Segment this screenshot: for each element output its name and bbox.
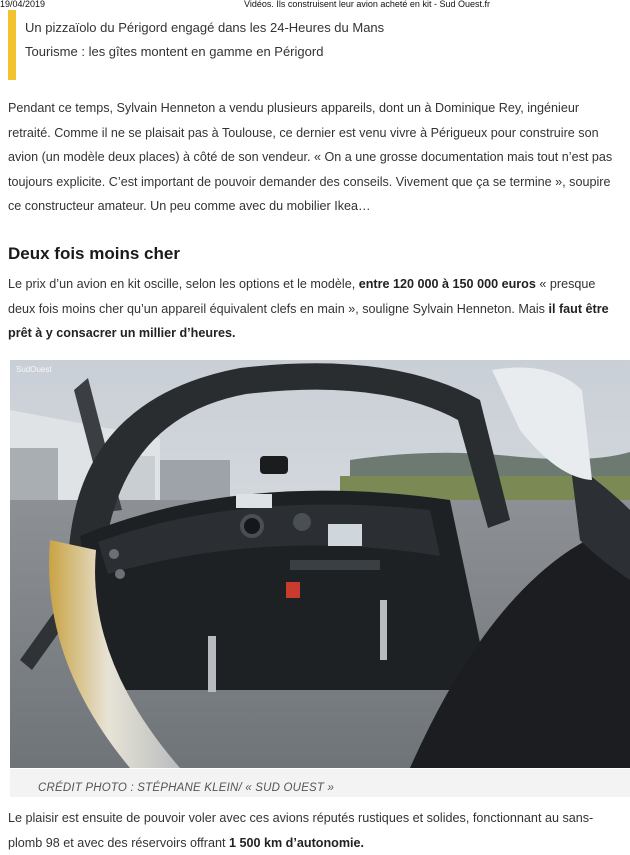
photo-credit: CRÉDIT PHOTO : STÉPHANE KLEIN/ « SUD OUEST » xyxy=(38,782,335,794)
emphasis-price: entre 120 000 à 150 000 euros xyxy=(358,277,536,291)
print-page-title: Vidéos. Ils construisent leur avion acheté en kit - Sud Ouest.fr xyxy=(244,0,490,9)
photo-watermark: SudOuest xyxy=(16,365,52,374)
paragraph-text: Le prix d’un avion en kit oscille, selon les options et le modèle, xyxy=(8,277,359,291)
related-article-link[interactable]: Un pizzaïolo du Périgord engagé dans les 24-Heures du Mans xyxy=(25,20,385,35)
paragraph-text: Le plaisir est ensuite de pouvoir voler avec ces avions réputés rustiques et solides, fonctionnant au sans-plomb 98 et avec des réservoirs offrant xyxy=(8,811,594,850)
print-date: 19/04/2019 xyxy=(0,0,46,9)
cockpit-photo-illustration xyxy=(10,360,630,768)
article-photo xyxy=(10,360,630,768)
emphasis-hours: il faut être prêt à y consacrer un millier d’heures. xyxy=(8,301,609,340)
emphasis-autonomy: 1 500 km d’autonomie. xyxy=(228,835,365,850)
section-heading: Deux fois moins cher xyxy=(8,244,180,263)
article-paragraph xyxy=(8,806,623,855)
related-article-link[interactable]: Tourisme : les gîtes montent en gamme en Périgord xyxy=(25,44,324,59)
photo-caption-box xyxy=(10,769,630,797)
paragraph-text: « presque deux fois moins cher qu’un appareil équivalent clefs en main », souligne Sylvain Henneton. Mais xyxy=(8,277,596,316)
article-paragraph xyxy=(8,272,623,346)
related-accent-bar xyxy=(8,10,16,80)
article-paragraph: Pendant ce temps, Sylvain Henneton a vendu plusieurs appareils, dont un à Dominique Rey, ingénieur retraité. Comme il ne se plaisait pas à Toulouse, ce dernier est venu vivre à Périgueux pour construire son avion (un modèle deux places) à côté de son vendeur. « On a une grosse documentation mais tout n’est pas toujours explicite. C’est important de pouvoir demander des conseils. Vivement que ça se termine », soupire ce constructeur amateur. Un peu comme avec du mobilier Ikea… xyxy=(8,101,613,213)
related-articles-box xyxy=(8,10,628,80)
